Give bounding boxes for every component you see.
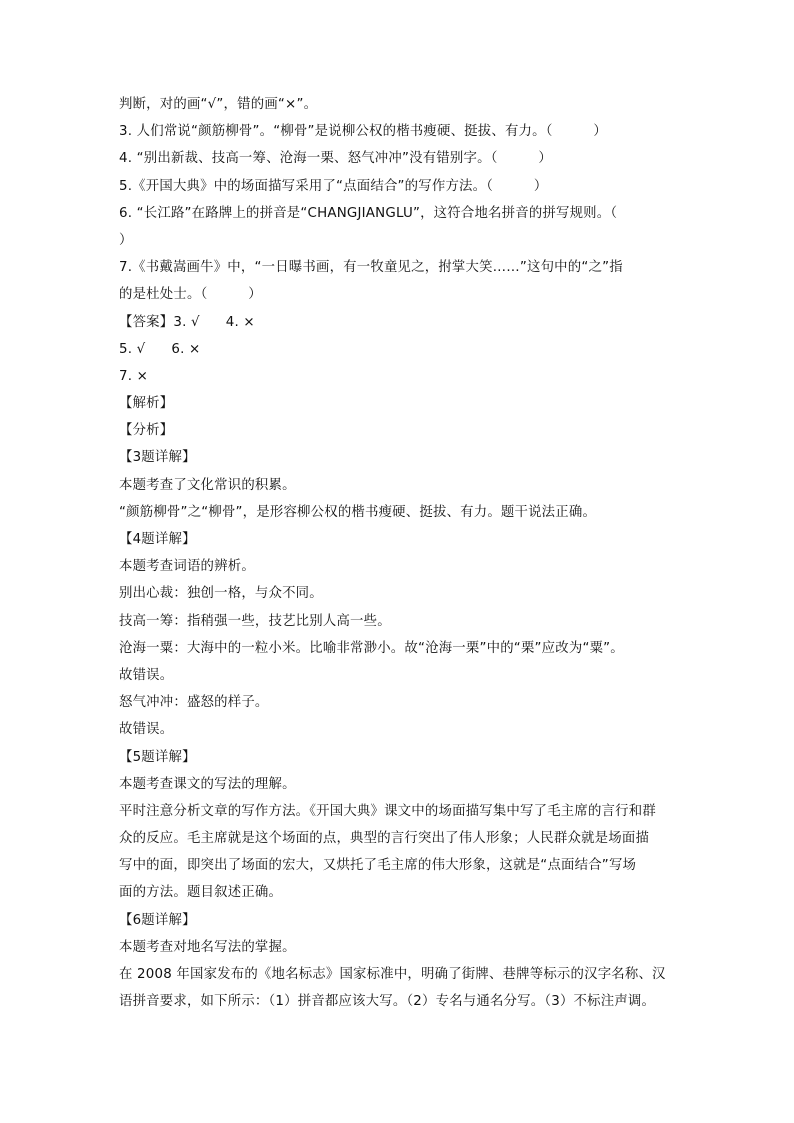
- question-4: 4. “别出新裁、技高一筹、沧海一栗、怒气冲冲”没有错别字。（ ）: [119, 151, 552, 167]
- section-heading: 【6题详解】: [119, 912, 196, 928]
- answer-5: 5. √: [119, 341, 146, 357]
- answer-6: 6. ×: [171, 341, 201, 357]
- answer-3: 3. √: [173, 314, 200, 330]
- section-heading: 【3题详解】: [119, 450, 196, 466]
- section-heading: 【4题详解】: [119, 532, 196, 547]
- document-body: [119, 91, 679, 1015]
- text-line: 众的反应。毛主席就是这个场面的点，典型的言行突出了伟人形象；人民群众就是场面描: [119, 831, 650, 847]
- text-line: 写中的面，即突出了场面的宏大，又烘托了毛主席的伟大形象，这就是“点面结合”写场: [119, 858, 637, 874]
- text-line: 本题考查对地名写法的掌握。: [119, 939, 296, 955]
- text-line: “颜筋柳骨”之“柳骨”，是形容柳公权的楷书瘦硬、挺拔、有力。题干说法正确。: [119, 504, 597, 520]
- text-line: 面的方法。题目叙述正确。: [119, 885, 283, 901]
- text-line: 本题考查词语的辨析。: [119, 559, 255, 575]
- answer-row-1: [119, 309, 679, 336]
- question-5: 5.《开国大典》中的场面描写采用了“点面结合”的写作方法。（ ）: [119, 178, 548, 194]
- text-line: 语拼音要求，如下所示：（1）拼音都应该大写。（2）专名与通名分写。（3）不标注声调。: [119, 994, 656, 1010]
- text-line: 在 2008 年国家发布的《地名标志》国家标准中，明确了街牌、巷牌等标示的汉字名称、汉: [119, 967, 666, 982]
- question-6: 6. “长江路”在路牌上的拼音是“CHANGJIANGLU”，这符合地名拼音的拼写规则。（: [119, 205, 618, 221]
- question-3: 3. 人们常说“颜筋柳骨”。“柳骨”是说柳公权的楷书瘦硬、挺拔、有力。（ ）: [119, 124, 607, 140]
- question-7-continued: 的是杜处士。（ ）: [119, 287, 262, 303]
- text-line: 别出心裁：独创一格，与众不同。: [119, 586, 323, 602]
- text-line: 判断，对的画“√”，错的画“×”。: [119, 97, 318, 112]
- section-heading: 【解析】: [119, 396, 174, 412]
- answer-7: 7. ×: [119, 368, 149, 384]
- answer-label: 【答案】: [119, 314, 174, 330]
- section-heading: 【分析】: [119, 423, 174, 439]
- answer-row-3: [119, 363, 679, 390]
- question-7: 7.《书戴嵩画牛》中，“一日曝书画，有一牧童见之，拊掌大笑……”这句中的“之”指: [119, 260, 623, 276]
- answer-row-2: [119, 336, 679, 363]
- text-line: 沧海一粟：大海中的一粒小米。比喻非常渺小。故“沧海一栗”中的“栗”应改为“粟”。: [119, 640, 624, 656]
- text-line: 故错误。: [119, 722, 174, 738]
- question-6-continued: ）: [119, 232, 133, 248]
- text-line: 本题考查了文化常识的积累。: [119, 477, 296, 493]
- text-line: 本题考查课文的写法的理解。: [119, 776, 296, 792]
- text-line: 故错误。: [119, 667, 174, 683]
- text-line: 技高一筹：指稍强一些，技艺比别人高一些。: [119, 613, 391, 629]
- text-line: 怒气冲冲：盛怒的样子。: [119, 695, 269, 711]
- text-line: 平时注意分析文章的写作方法。《开国大典》课文中的场面描写集中写了毛主席的言行和群: [119, 803, 656, 819]
- answer-4: 4. ×: [225, 314, 255, 330]
- section-heading: 【5题详解】: [119, 749, 196, 765]
